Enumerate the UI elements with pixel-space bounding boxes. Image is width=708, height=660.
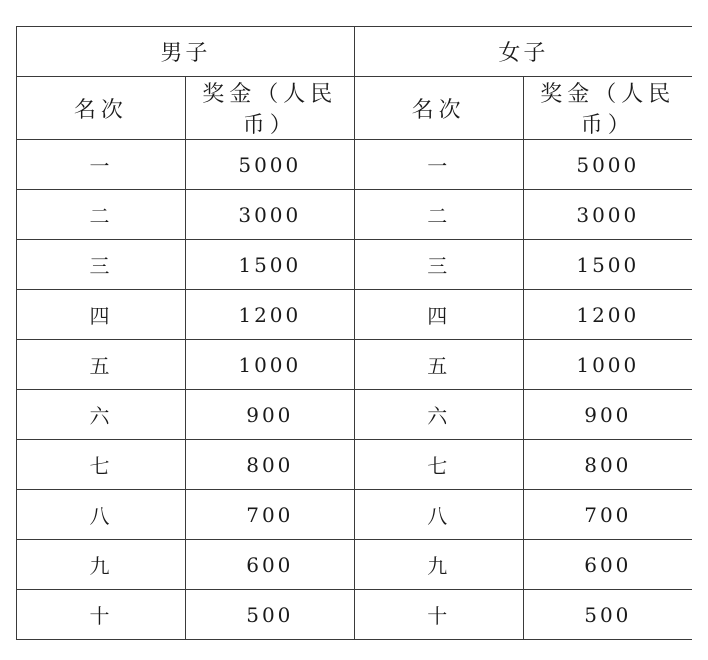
men-rank-cell: 三 xyxy=(17,240,186,290)
women-prize-cell: 600 xyxy=(523,540,692,590)
men-rank-cell: 八 xyxy=(17,490,186,540)
table-row xyxy=(17,590,693,640)
men-prize-cell: 1200 xyxy=(185,290,354,340)
column-header-row xyxy=(17,77,693,140)
prize-table-body xyxy=(17,27,693,640)
table-row xyxy=(17,340,693,390)
men-rank-cell: 二 xyxy=(17,190,186,240)
men-prize-cell: 800 xyxy=(185,440,354,490)
women-prize-cell: 3000 xyxy=(523,190,692,240)
women-rank-cell: 一 xyxy=(354,140,523,190)
group-header-women: 女子 xyxy=(354,27,692,77)
women-rank-cell: 十 xyxy=(354,590,523,640)
men-rank-cell: 九 xyxy=(17,540,186,590)
women-rank-header: 名次 xyxy=(354,77,523,140)
women-prize-cell: 900 xyxy=(523,390,692,440)
men-prize-cell: 1000 xyxy=(185,340,354,390)
women-prize-cell: 800 xyxy=(523,440,692,490)
women-rank-cell: 四 xyxy=(354,290,523,340)
prize-table xyxy=(16,26,692,640)
men-prize-cell: 500 xyxy=(185,590,354,640)
table-row xyxy=(17,290,693,340)
men-prize-cell: 900 xyxy=(185,390,354,440)
men-rank-cell: 五 xyxy=(17,340,186,390)
table-row xyxy=(17,390,693,440)
men-prize-cell: 600 xyxy=(185,540,354,590)
table-row xyxy=(17,190,693,240)
men-prize-cell: 1500 xyxy=(185,240,354,290)
men-prize-cell: 3000 xyxy=(185,190,354,240)
men-rank-cell: 一 xyxy=(17,140,186,190)
women-rank-cell: 八 xyxy=(354,490,523,540)
men-prize-cell: 5000 xyxy=(185,140,354,190)
men-rank-header: 名次 xyxy=(17,77,186,140)
men-rank-cell: 六 xyxy=(17,390,186,440)
men-rank-cell: 十 xyxy=(17,590,186,640)
women-prize-cell: 5000 xyxy=(523,140,692,190)
men-rank-cell: 七 xyxy=(17,440,186,490)
women-prize-cell: 700 xyxy=(523,490,692,540)
women-rank-cell: 九 xyxy=(354,540,523,590)
group-header-men: 男子 xyxy=(17,27,355,77)
table-row xyxy=(17,540,693,590)
women-prize-header: 奖金（人民币） xyxy=(523,77,692,140)
table-row xyxy=(17,440,693,490)
women-rank-cell: 五 xyxy=(354,340,523,390)
women-rank-cell: 七 xyxy=(354,440,523,490)
women-rank-cell: 六 xyxy=(354,390,523,440)
women-prize-cell: 1000 xyxy=(523,340,692,390)
women-prize-cell: 500 xyxy=(523,590,692,640)
men-prize-cell: 700 xyxy=(185,490,354,540)
women-prize-cell: 1500 xyxy=(523,240,692,290)
women-rank-cell: 二 xyxy=(354,190,523,240)
men-prize-header: 奖金（人民币） xyxy=(185,77,354,140)
women-prize-cell: 1200 xyxy=(523,290,692,340)
table-row xyxy=(17,240,693,290)
women-rank-cell: 三 xyxy=(354,240,523,290)
group-header-row xyxy=(17,27,693,77)
table-row xyxy=(17,490,693,540)
men-rank-cell: 四 xyxy=(17,290,186,340)
table-row xyxy=(17,140,693,190)
